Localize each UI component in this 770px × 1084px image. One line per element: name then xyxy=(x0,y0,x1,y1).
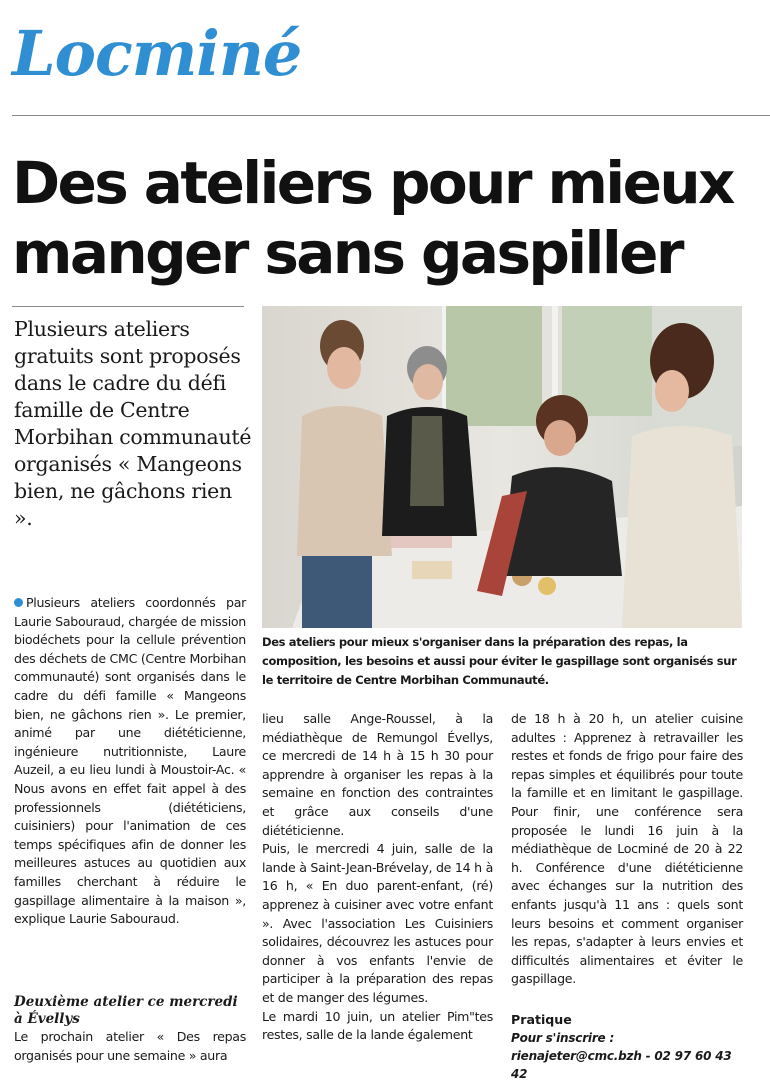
paragraph: Le prochain atelier « Des repas organisés pour une semaine » aura xyxy=(14,1029,246,1063)
article-lead: Plusieurs ateliers gratuits sont proposés dans le cadre du défi famille de Centre Morbihan communauté organisés « Mangeons bien, ne gâchons rien ». xyxy=(14,317,252,530)
article-subheading: Deuxième atelier ce mercredi à Évellys xyxy=(14,994,238,1027)
article-column-1-continued xyxy=(14,1028,246,1065)
paragraph: Plusieurs ateliers coordonnés par Laurie Sabouraud, chargée de mission biodéchets pour la cellule prévention des déchets de CMC (Centre Morbihan communauté) sont organisés dans le cadre du défi famille « Mangeons bien, ne gâchons rien ». Le premier, animé par une diététicienne, ingénieure nutritionniste, Laure Auzeil, a eu lieu lundi à Moustoir-Ac. « Nous avons en effet fait appel à des professionnels (diététiciens, cuisiniers) pour l'animation de ces temps spécifiques afin de donner les meilleures astuces au quotidien aux familles cherchant à réduire le gaspillage alimentaire à la maison », explique Laurie Sabouraud. xyxy=(14,595,246,927)
paragraph: de 18 h à 20 h, un atelier cuisine adultes : Apprenez à retravailler les restes et fonds de frigo pour faire des repas simples et équilibrés pour toute la famille et en limitant le gaspillage. Pour finir, une conférence sera proposée le lundi 16 juin à la médiathèque de Locminé de 20 à 22 h. Conférence d'une diététicienne avec échanges sur la nutrition des enfants jusqu'à 11 ans : quels sont leurs besoins et comment organiser les repas, s'adapter à leurs envies et difficultés alimentaires et éviter le gaspillage. xyxy=(511,711,743,987)
photo-caption: Des ateliers pour mieux s'organiser dans la préparation des repas, la composition, les besoins et aussi pour éviter le gaspillage sont organisés sur le territoire de Centre Morbihan Communauté. xyxy=(262,635,737,687)
paragraph: lieu salle Ange-Roussel, à la médiathèque de Remungol Évellys, ce mercredi de 14 h à 15 h 30 pour apprendre à organiser les repas à la semaine en fonction des contraintes et grâce aux conseils d'une diététicienne. xyxy=(262,711,493,838)
practical-info-title: Pratique xyxy=(511,1012,572,1027)
photo-women-cooking-workshop-icon xyxy=(262,306,742,628)
article-photo xyxy=(262,306,742,628)
paragraph: Puis, le mercredi 4 juin, salle de la lande à Saint-Jean-Brévelay, de 14 h à 16 h, « En duo parent-enfant, (ré) apprenez à cuisiner avec votre enfant ». Avec l'association Les Cuisiniers solidaires, découvrez les astuces pour donner à vos enfants l'envie de participer à la préparation des repas et de manger des légumes. xyxy=(262,841,493,1005)
bullet-icon xyxy=(14,598,23,607)
paragraph: Le mardi 10 juin, un atelier Pim"tes restes, salle de la lande également xyxy=(262,1008,493,1043)
article-column-3 xyxy=(511,710,743,989)
lead-divider xyxy=(12,306,244,307)
article-column-2 xyxy=(262,710,493,1045)
article-column-1 xyxy=(14,594,246,929)
section-title: Locminé xyxy=(12,17,302,90)
practical-info-text: Pour s'inscrire : rienajeter@cmc.bzh - 02 97 60 43 42 xyxy=(511,1031,732,1081)
article-headline: Des ateliers pour mieux manger sans gaspiller xyxy=(12,149,733,287)
top-divider xyxy=(12,115,770,116)
